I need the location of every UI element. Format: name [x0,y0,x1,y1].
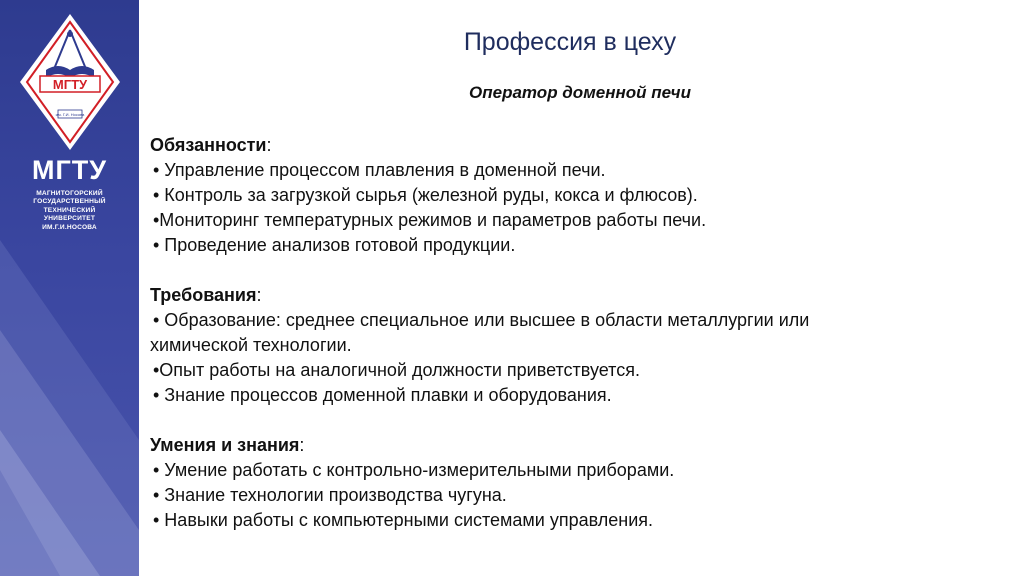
section-heading-text: Умения и знания [150,435,300,455]
list-item: • Управление процессом плавления в доменной печи. [153,160,606,180]
section-requirements [150,283,980,408]
section-heading [150,133,980,158]
slide-content [150,133,980,558]
list-item: • Знание процессов доменной плавки и оборудования. [153,385,612,405]
list-item: •Мониторинг температурных режимов и параметров работы печи. [153,210,707,230]
list-item: •Опыт работы на аналогичной должности приветствуется. [153,360,640,380]
list-item: • Умение работать с контрольно-измерительными приборами. [153,460,675,480]
university-abbreviation: МГТУ [31,155,108,185]
section-heading-colon: : [266,135,272,155]
list-item: • Проведение анализов готовой продукции. [153,235,516,255]
section-heading-text: Обязанности [150,135,267,155]
list-item: • Знание технологии производства чугуна. [153,485,507,505]
sidebar [0,0,139,576]
section-skills [150,433,980,533]
section-heading [150,283,980,308]
university-emblem [18,12,122,152]
university-name-line: ГОСУДАРСТВЕННЫЙ [33,198,106,206]
section-heading [150,433,980,458]
university-full-name [4,190,135,232]
svg-text:МГТУ: МГТУ [52,77,88,92]
list-item-continuation: химической технологии. [150,335,352,355]
university-name-line: МАГНИТОГОРСКИЙ [36,190,103,197]
emblem-graphic [18,12,122,152]
university-name-line: ТЕХНИЧЕСКИЙ [43,206,96,214]
slide-title: Профессия в цеху [463,28,677,56]
list-item: • Образование: среднее специальное или высшее в области металлургии или [153,310,810,330]
section-heading-colon: : [256,285,262,305]
svg-text:им. Г.И. Носова: им. Г.И. Носова [55,112,85,117]
section-heading-colon: : [299,435,305,455]
university-name-line: УНИВЕРСИТЕТ [43,215,96,223]
university-name-line: ИМ.Г.И.НОСОВА [42,223,97,231]
slide-subtitle: Оператор доменной печи [469,83,691,102]
list-item: • Контроль за загрузкой сырья (железной руды, кокса и флюсов). [153,185,698,205]
section-heading-text: Требования [150,285,257,305]
list-item: • Навыки работы с компьютерными системами управления. [153,510,654,530]
section-duties [150,133,980,258]
